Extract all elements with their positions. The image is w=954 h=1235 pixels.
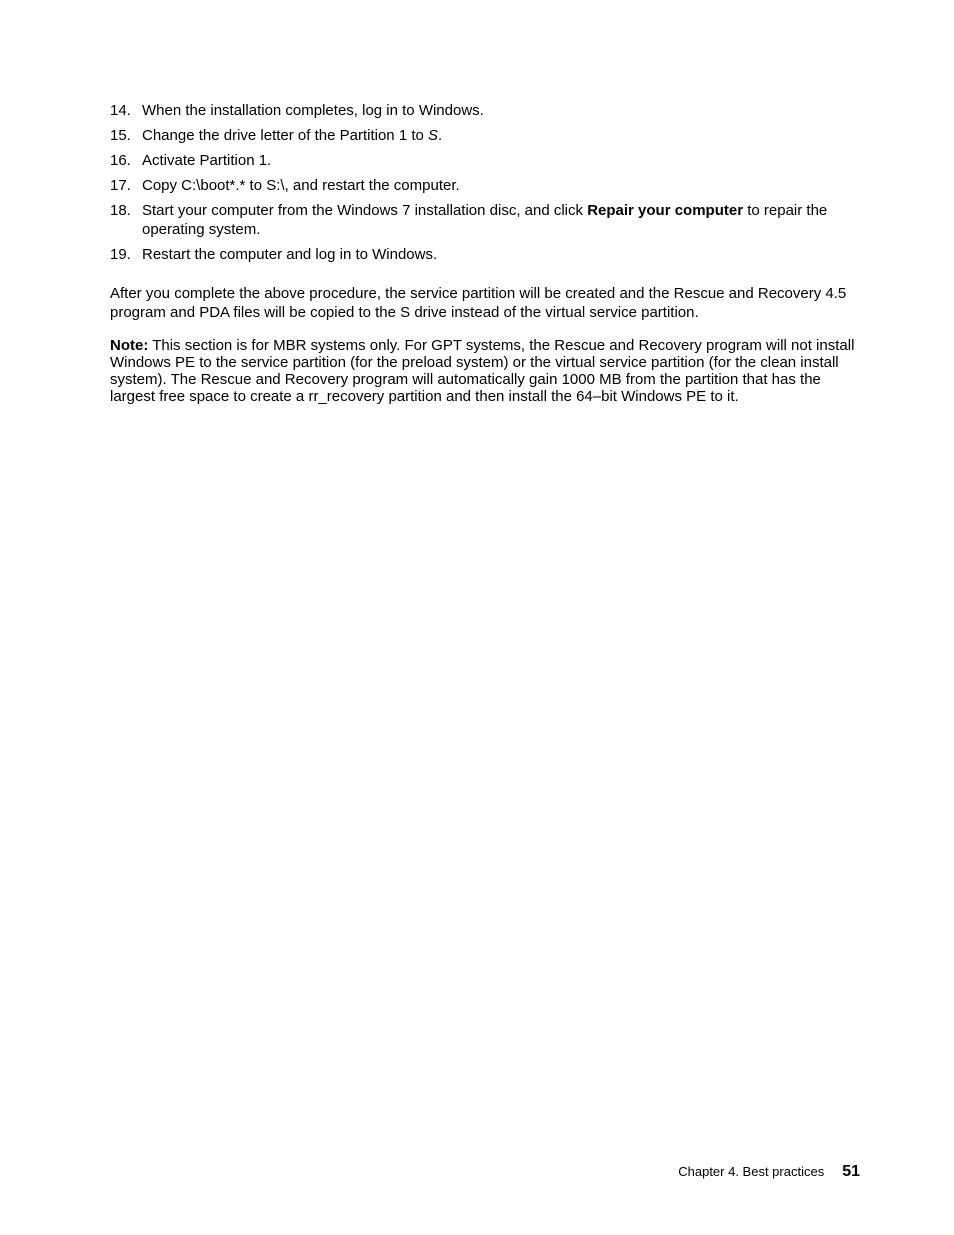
procedure-step bbox=[110, 151, 860, 170]
step-text bbox=[142, 245, 860, 264]
step-number: 17. bbox=[110, 177, 131, 194]
step-text-segment: . bbox=[438, 127, 443, 144]
step-number: 16. bbox=[110, 152, 131, 169]
step-text-segment: Change the drive letter of the Partition 1 to bbox=[142, 127, 429, 144]
step-text-segment: S bbox=[428, 127, 439, 144]
procedure-step bbox=[110, 101, 860, 120]
step-text bbox=[142, 151, 860, 170]
step-number: 14. bbox=[110, 102, 131, 119]
step-number: 18. bbox=[110, 202, 131, 219]
procedure-steps-list bbox=[110, 101, 860, 270]
procedure-step bbox=[110, 201, 860, 239]
step-text bbox=[142, 126, 860, 145]
procedure-step bbox=[110, 245, 860, 264]
step-text-segment: Copy C:\boot*.* to S:\, and restart the computer. bbox=[142, 177, 460, 194]
procedure-step bbox=[110, 176, 860, 195]
procedure-step bbox=[110, 126, 860, 145]
note-label: Note: bbox=[110, 337, 149, 354]
step-text bbox=[142, 101, 860, 120]
step-text-segment: to repair the operating system. bbox=[142, 202, 828, 238]
step-text-segment: Repair your computer bbox=[587, 202, 744, 219]
after-procedure-paragraph: After you complete the above procedure, the service partition will be created and the Rescue and Recovery 4.5 program and PDA files will be copied to the S drive instead of the virtual service partition. bbox=[110, 285, 847, 321]
note-text: This section is for MBR systems only. For GPT systems, the Rescue and Recovery program will not install Windows PE to the service partition (for the preload system) or the virtual service partition (for the clean install system). The Rescue and Recovery program will automatically gain 1000 MB from the partition that has the largest free space to create a rr_recovery partition and then install the 64–bit Windows PE to it. bbox=[110, 337, 855, 405]
step-text-segment: When the installation completes, log in to Windows. bbox=[142, 102, 484, 119]
step-text-segment: Activate Partition 1. bbox=[142, 152, 272, 169]
note-paragraph bbox=[110, 337, 860, 405]
step-number: 19. bbox=[110, 246, 131, 263]
step-number: 15. bbox=[110, 127, 131, 144]
step-text bbox=[142, 201, 860, 239]
page-number: 51 bbox=[842, 1163, 860, 1180]
step-text bbox=[142, 176, 860, 195]
step-text-segment: Start your computer from the Windows 7 installation disc, and click bbox=[142, 202, 588, 219]
page-footer bbox=[678, 1163, 860, 1181]
step-text-segment: Restart the computer and log in to Windows. bbox=[142, 246, 438, 263]
footer-chapter-title: Chapter 4. Best practices bbox=[678, 1164, 825, 1179]
